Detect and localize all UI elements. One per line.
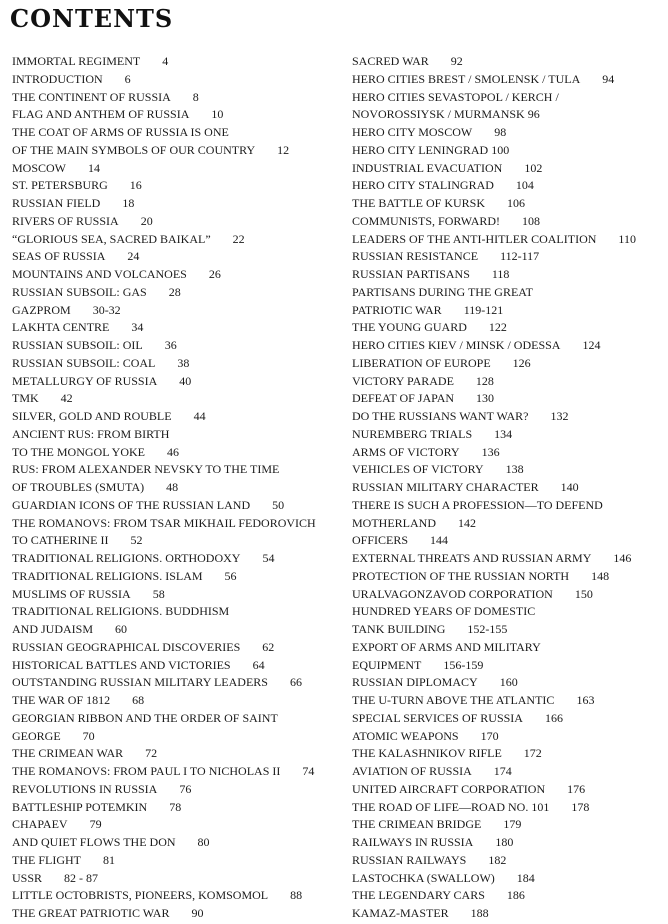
toc-entry-page: 12 [277, 142, 290, 157]
toc-entry-title: CHAPAEV [12, 817, 68, 832]
toc-entry-page: 182 [488, 852, 507, 867]
toc-entry [352, 195, 668, 213]
toc-entry-title: ANCIENT RUS: FROM BIRTH [12, 426, 170, 441]
toc-entry [12, 426, 342, 444]
toc-entry-page: 26 [208, 267, 221, 281]
toc-entry-page: 146 [613, 551, 632, 565]
toc-entry-title: PATRIOTIC WAR [352, 302, 442, 317]
toc-entry-page: 81 [103, 852, 115, 867]
toc-entry-page: 72 [145, 746, 158, 761]
toc-entry-page: 10 [211, 107, 224, 122]
toc-entry-page: 34 [131, 320, 144, 335]
toc-entry [12, 461, 342, 479]
toc-entry-title: TO CATHERINE II [12, 533, 109, 548]
toc-entry [352, 515, 668, 533]
toc-entry-page: 28 [168, 284, 181, 299]
toc-entry-title: ATOMIC WEAPONS [352, 728, 459, 743]
toc-entry-title: IMMORTAL REGIMENT [12, 54, 141, 68]
toc-entry-title: LITTLE OCTOBRISTS, PIONEERS, KOMSOMOL [12, 888, 269, 903]
toc-entry-title: RUSSIAN RESISTANCE [352, 249, 479, 264]
toc-entry-title: TRADITIONAL RELIGIONS. BUDDHISM [12, 604, 230, 619]
toc-entry-title: NOVOROSSIYSK / MURMANSK 96 [352, 107, 540, 122]
toc-entry-page: 44 [193, 409, 206, 423]
toc-entry [352, 160, 668, 178]
toc-entry [12, 532, 342, 550]
toc-entry-page: 58 [152, 586, 165, 601]
toc-entry-page: 142 [458, 515, 476, 530]
toc-entry-title: INTRODUCTION [12, 71, 103, 86]
toc-entry [12, 816, 342, 834]
toc-entry-title: VEHICLES OF VICTORY [352, 462, 484, 477]
toc-entry-page: 38 [177, 355, 190, 370]
toc-entry [12, 799, 342, 817]
toc-entry [352, 692, 668, 710]
toc-entry-page: 14 [88, 160, 101, 175]
toc-entry [12, 302, 342, 320]
toc-entry [12, 763, 342, 781]
toc-entry [352, 213, 668, 231]
toc-entry-page: 88 [290, 888, 303, 903]
toc-entry-title: GEORGE [12, 728, 61, 743]
toc-entry [352, 408, 668, 426]
toc-entry-title: RUSSIAN RAILWAYS [352, 852, 467, 867]
toc-entry [12, 870, 342, 888]
toc-entry [12, 142, 342, 160]
toc-entry-title: AVIATION OF RUSSIA [352, 764, 472, 778]
toc-entry [352, 532, 668, 550]
toc-entry [352, 337, 668, 355]
toc-entry-title: THE YOUNG GUARD [352, 320, 467, 335]
toc-entry [352, 799, 668, 817]
toc-entry-page: 40 [179, 373, 192, 388]
toc-entry-page: 60 [115, 622, 128, 636]
toc-entry-page: 98 [494, 125, 507, 139]
toc-entry-page: 90 [191, 906, 204, 920]
toc-entry [352, 142, 668, 160]
toc-entry-page: 4 [162, 54, 169, 68]
toc-entry [352, 106, 668, 124]
toc-entry-title: THE ROMANOVS: FROM TSAR MIKHAIL FEDOROVICH [12, 515, 316, 530]
toc-entry [352, 586, 668, 604]
toc-entry [352, 231, 668, 249]
toc-entry-title: TRADITIONAL RELIGIONS. ISLAM [12, 568, 203, 583]
toc-entry-page: 108 [522, 213, 541, 228]
toc-entry-title: THE FLIGHT [12, 852, 81, 867]
toc-entry [352, 852, 668, 870]
toc-entry-page: 92 [450, 54, 463, 68]
toc-entry [352, 834, 668, 852]
toc-entry [12, 106, 342, 124]
toc-entry-title: THE GREAT PATRIOTIC WAR [12, 906, 170, 920]
toc-entry [352, 302, 668, 320]
toc-entry [12, 834, 342, 852]
toc-entry-page: 48 [166, 480, 179, 494]
toc-entry [352, 248, 668, 266]
toc-entry-title: METALLURGY OF RUSSIA [12, 373, 158, 388]
toc-entry-page: 82 - 87 [64, 870, 99, 885]
toc-entry-title: RAILWAYS IN RUSSIA [352, 835, 474, 849]
toc-entry-title: ST. PETERSBURG [12, 178, 108, 193]
toc-entry-page: 70 [82, 728, 95, 743]
toc-entry-page: 172 [523, 746, 542, 761]
toc-entry-page: 112-117 [500, 249, 540, 264]
toc-entry-page: 130 [476, 391, 495, 406]
toc-entry-title: RUSSIAN GEOGRAPHICAL DISCOVERIES [12, 639, 241, 654]
toc-entry-page: 54 [262, 551, 275, 565]
toc-entry-title: SPECIAL SERVICES OF RUSSIA [352, 710, 523, 725]
toc-entry [352, 479, 668, 497]
toc-entry [352, 319, 668, 337]
toc-entry-title: RUSSIAN SUBSOIL: OIL [12, 338, 143, 352]
toc-entry-page: 186 [506, 888, 525, 903]
toc-entry-title: KAMAZ-MASTER [352, 906, 449, 920]
toc-entry [352, 89, 668, 107]
toc-entry-title: THE BATTLE OF KURSK [352, 196, 486, 210]
toc-entry-title: OF THE MAIN SYMBOLS OF OUR COUNTRY [12, 142, 256, 157]
toc-entry-title: THE CONTINENT OF RUSSIA [12, 89, 171, 104]
toc-entry-page: 124 [582, 338, 601, 352]
toc-entry [352, 390, 668, 408]
toc-entry-title: HERO CITY STALINGRAD [352, 178, 494, 193]
toc-entry [352, 373, 668, 391]
toc-entry-page: 79 [89, 817, 102, 832]
toc-entry [12, 71, 342, 89]
toc-entry [352, 870, 668, 888]
toc-entry-page: 18 [122, 196, 135, 210]
toc-entry-title: THE CRIMEAN BRIDGE [352, 817, 482, 832]
toc-entry-title: REVOLUTIONS IN RUSSIA [12, 781, 158, 796]
toc-entry-title: EXTERNAL THREATS AND RUSSIAN ARMY [352, 551, 592, 565]
toc-entry-title: PROTECTION OF THE RUSSIAN NORTH [352, 568, 570, 583]
toc-entry-title: LASTOCHKA (SWALLOW) [352, 870, 495, 885]
toc-entry-page: 76 [179, 781, 192, 796]
toc-entry [12, 337, 342, 355]
toc-entry-page: 66 [289, 675, 302, 690]
toc-entry-title: THE CRIMEAN WAR [12, 746, 124, 761]
toc-entry [12, 852, 342, 870]
toc-entry-title: TMK [12, 391, 39, 406]
toc-entry [352, 355, 668, 373]
toc-entry-page: 20 [140, 213, 153, 228]
toc-entry-title: SILVER, GOLD AND ROUBLE [12, 409, 172, 423]
toc-entry-title: DEFEAT OF JAPAN [352, 391, 455, 406]
toc-entry-title: GUARDIAN ICONS OF THE RUSSIAN LAND [12, 497, 251, 512]
toc-entry [12, 745, 342, 763]
toc-entry [352, 497, 668, 515]
toc-entry-page: 50 [272, 497, 285, 512]
toc-entry-title: AND QUIET FLOWS THE DON [12, 835, 176, 849]
toc-entry [352, 53, 668, 71]
toc-entry-title: RUSSIAN DIPLOMACY [352, 675, 478, 690]
toc-entry-title: UNITED AIRCRAFT CORPORATION [352, 781, 546, 796]
toc-entry-page: 104 [515, 178, 534, 193]
toc-entry-page: 176 [567, 781, 586, 796]
toc-entry [12, 621, 342, 639]
toc-entry-page: 64 [252, 657, 265, 672]
toc-entry-title: BATTLESHIP POTEMKIN [12, 799, 148, 814]
toc-entry-page: 140 [560, 480, 579, 494]
toc-entry-title: HUNDRED YEARS OF DOMESTIC [352, 604, 536, 619]
toc-entry-page: 134 [494, 426, 513, 441]
toc-entry [12, 497, 342, 515]
toc-entry-page: 102 [524, 160, 543, 175]
toc-entry-title: THE ROMANOVS: FROM PAUL I TO NICHOLAS II [12, 764, 281, 778]
toc-entry-page: 180 [495, 835, 514, 849]
toc-entry-title: THE U-TURN ABOVE THE ATLANTIC [352, 693, 555, 707]
toc-entry [12, 586, 342, 604]
toc-entry [12, 124, 342, 142]
toc-entry-page: 184 [516, 870, 535, 885]
page-title: CONTENTS [10, 4, 174, 33]
toc-entry-page: 62 [262, 639, 275, 654]
toc-entry-page: 188 [470, 906, 489, 920]
toc-entry [352, 710, 668, 728]
toc-entry [12, 887, 342, 905]
toc-entry [12, 603, 342, 621]
toc-entry [12, 355, 342, 373]
toc-entry-title: PARTISANS DURING THE GREAT [352, 284, 533, 299]
toc-entry [352, 745, 668, 763]
toc-entry-page: 56 [224, 568, 237, 583]
toc-entry [12, 674, 342, 692]
toc-entry [12, 408, 342, 426]
toc-entry-page: 160 [499, 675, 518, 690]
toc-entry-title: MUSLIMS OF RUSSIA [12, 586, 131, 601]
toc-entry [352, 426, 668, 444]
toc-entry [352, 905, 668, 923]
toc-entry-title: HERO CITY LENINGRAD 100 [352, 142, 510, 157]
toc-entry-title: THE WAR OF 1812 [12, 693, 111, 707]
toc-entry-title: DO THE RUSSIANS WANT WAR? [352, 409, 529, 423]
toc-entry-title: HERO CITIES KIEV / MINSK / ODESSA [352, 338, 561, 352]
toc-entry [12, 231, 342, 249]
toc-entry-title: GEORGIAN RIBBON AND THE ORDER OF SAINT [12, 710, 278, 725]
toc-entry-page: 179 [503, 817, 522, 832]
toc-entry-title: THE KALASHNIKOV RIFLE [352, 746, 502, 761]
toc-entry-page: 170 [480, 728, 499, 743]
toc-entry [12, 266, 342, 284]
toc-entry-title: URALVAGONZAVOD CORPORATION [352, 586, 553, 601]
toc-entry-page: 106 [507, 196, 526, 210]
toc-entry-title: HERO CITY MOSCOW [352, 125, 473, 139]
toc-entry-title: HISTORICAL BATTLES AND VICTORIES [12, 657, 231, 672]
toc-entry-title: LIBERATION OF EUROPE [352, 355, 491, 370]
toc-entry-title: RUS: FROM ALEXANDER NEVSKY TO THE TIME [12, 462, 280, 477]
toc-entry [352, 284, 668, 302]
toc-entry [12, 248, 342, 266]
toc-entry [352, 639, 668, 657]
toc-entry-page: 46 [167, 444, 179, 459]
toc-entry-title: HERO CITIES BREST / SMOLENSK / TULA [352, 71, 581, 86]
toc-entry [12, 213, 342, 231]
toc-entry [12, 550, 342, 568]
toc-entry-title: RUSSIAN PARTISANS [352, 267, 470, 281]
toc-entry-page: 128 [475, 373, 494, 388]
toc-entry-title: ARMS OF VICTORY [352, 444, 460, 459]
toc-entry-title: LEADERS OF THE ANTI-HITLER COALITION [352, 231, 597, 246]
toc-entry-title: OUTSTANDING RUSSIAN MILITARY LEADERS [12, 675, 268, 690]
toc-entry-title: THERE IS SUCH A PROFESSION—TO DEFEND [352, 497, 603, 512]
toc-entry-page: 6 [124, 71, 131, 86]
toc-entry-page: 80 [197, 835, 210, 849]
toc-entry [12, 781, 342, 799]
toc-entry [352, 816, 668, 834]
toc-entry [352, 550, 668, 568]
toc-entry-title: RUSSIAN FIELD [12, 196, 101, 210]
toc-entry-page: 52 [130, 533, 143, 548]
toc-entry-page: 148 [591, 568, 610, 583]
toc-entry [12, 710, 342, 728]
toc-entry-title: FLAG AND ANTHEM OF RUSSIA [12, 107, 190, 122]
toc-entry-page: 136 [481, 444, 500, 459]
toc-entry [12, 390, 342, 408]
toc-entry [12, 444, 342, 462]
toc-entry-page: 152-155 [467, 622, 508, 636]
toc-entry-page: 122 [488, 320, 507, 335]
toc-entry [352, 461, 668, 479]
toc-entry [12, 284, 342, 302]
toc-entry-title: HERO CITIES SEVASTOPOL / KERCH / [352, 89, 559, 104]
toc-entry [352, 177, 668, 195]
toc-entry-page: 163 [576, 693, 595, 707]
toc-entry-title: VICTORY PARADE [352, 373, 454, 388]
toc-entry-title: AND JUDAISM [12, 622, 94, 636]
toc-entry [12, 319, 342, 337]
toc-entry-page: 166 [544, 710, 563, 725]
toc-entry-page: 110 [618, 231, 636, 246]
toc-entry [352, 657, 668, 675]
toc-entry-title: TO THE MONGOL YOKE [12, 444, 145, 459]
toc-entry-title: RIVERS OF RUSSIA [12, 213, 119, 228]
toc-entry [352, 621, 668, 639]
toc-entry-title: TANK BUILDING [352, 622, 446, 636]
toc-entry-page: 74 [302, 764, 315, 778]
toc-entry-title: THE ROAD OF LIFE—ROAD NO. 101 [352, 799, 550, 814]
toc-entry-page: 132 [550, 409, 569, 423]
toc-entry-title: SEAS OF RUSSIA [12, 249, 106, 264]
toc-entry-page: 8 [192, 89, 199, 104]
toc-entry [12, 195, 342, 213]
toc-entry [352, 444, 668, 462]
toc-entry-title: THE LEGENDARY CARS [352, 888, 485, 903]
toc-left-column [12, 53, 342, 923]
toc-entry [352, 674, 668, 692]
toc-entry-page: 174 [493, 764, 512, 778]
toc-entry-title: THE COAT OF ARMS OF RUSSIA IS ONE [12, 125, 229, 139]
toc-entry-title: RUSSIAN SUBSOIL: COAL [12, 355, 156, 370]
toc-entry-page: 119-121 [463, 302, 504, 317]
toc-entry-title: RUSSIAN SUBSOIL: GAS [12, 284, 147, 299]
toc-entry-title: SACRED WAR [352, 54, 429, 68]
toc-entry-page: 126 [512, 355, 531, 370]
toc-entry-page: 42 [60, 391, 73, 406]
toc-entry [12, 692, 342, 710]
toc-entry [12, 89, 342, 107]
toc-entry [352, 71, 668, 89]
toc-entry-page: 78 [169, 799, 182, 814]
toc-entry-title: OF TROUBLES (SMUTA) [12, 480, 145, 494]
toc-entry-title: TRADITIONAL RELIGIONS. ORTHODOXY [12, 551, 241, 565]
toc-entry-title: EXPORT OF ARMS AND MILITARY [352, 639, 541, 654]
toc-entry [12, 177, 342, 195]
toc-entry [352, 266, 668, 284]
toc-entry [12, 479, 342, 497]
toc-entry [12, 657, 342, 675]
toc-entry [352, 728, 668, 746]
toc-entry-page: 22 [232, 231, 245, 246]
toc-entry-page: 178 [571, 799, 590, 814]
toc-entry-page: 138 [505, 462, 524, 477]
toc-entry-title: RUSSIAN MILITARY CHARACTER [352, 480, 539, 494]
toc-entry-page: 16 [129, 178, 142, 193]
toc-entry-title: INDUSTRIAL EVACUATION [352, 160, 503, 175]
toc-entry-title: MOSCOW [12, 160, 67, 175]
toc-entry-page: 118 [491, 267, 510, 281]
toc-entry-title: OFFICERS [352, 533, 409, 548]
toc-entry [12, 728, 342, 746]
toc-entry [352, 603, 668, 621]
toc-entry [12, 639, 342, 657]
toc-entry [352, 781, 668, 799]
toc-entry-title: MOUNTAINS AND VOLCANOES [12, 267, 187, 281]
toc-entry-page: 144 [430, 533, 449, 548]
toc-entry [12, 160, 342, 178]
toc-entry-page: 156-159 [443, 657, 484, 672]
toc-right-column [352, 53, 668, 923]
toc-entry-title: GAZPROM [12, 302, 71, 317]
toc-entry [12, 515, 342, 533]
toc-entry-page: 150 [574, 586, 593, 601]
toc-entry [352, 763, 668, 781]
toc-entry-title: COMMUNISTS, FORWARD! [352, 213, 501, 228]
toc-entry-page: 94 [602, 71, 615, 86]
toc-entry [352, 568, 668, 586]
toc-entry-title: “GLORIOUS SEA, SACRED BAIKAL” [12, 231, 211, 246]
toc-entry-page: 24 [127, 249, 140, 264]
toc-entry-title: EQUIPMENT [352, 657, 422, 672]
toc-entry-title: NUREMBERG TRIALS [352, 426, 473, 441]
toc-entry [12, 568, 342, 586]
toc-entry [12, 373, 342, 391]
toc-entry-title: MOTHERLAND [352, 515, 436, 530]
toc-entry [12, 53, 342, 71]
toc-entry-title: LAKHTA CENTRE [12, 320, 110, 335]
toc-entry [352, 124, 668, 142]
toc-entry-page: 36 [164, 338, 177, 352]
toc-entry [352, 887, 668, 905]
toc-entry-page: 68 [132, 693, 145, 707]
toc-entry-title: USSR [12, 870, 43, 885]
toc-entry-page: 30-32 [92, 302, 121, 317]
toc-entry [12, 905, 342, 923]
